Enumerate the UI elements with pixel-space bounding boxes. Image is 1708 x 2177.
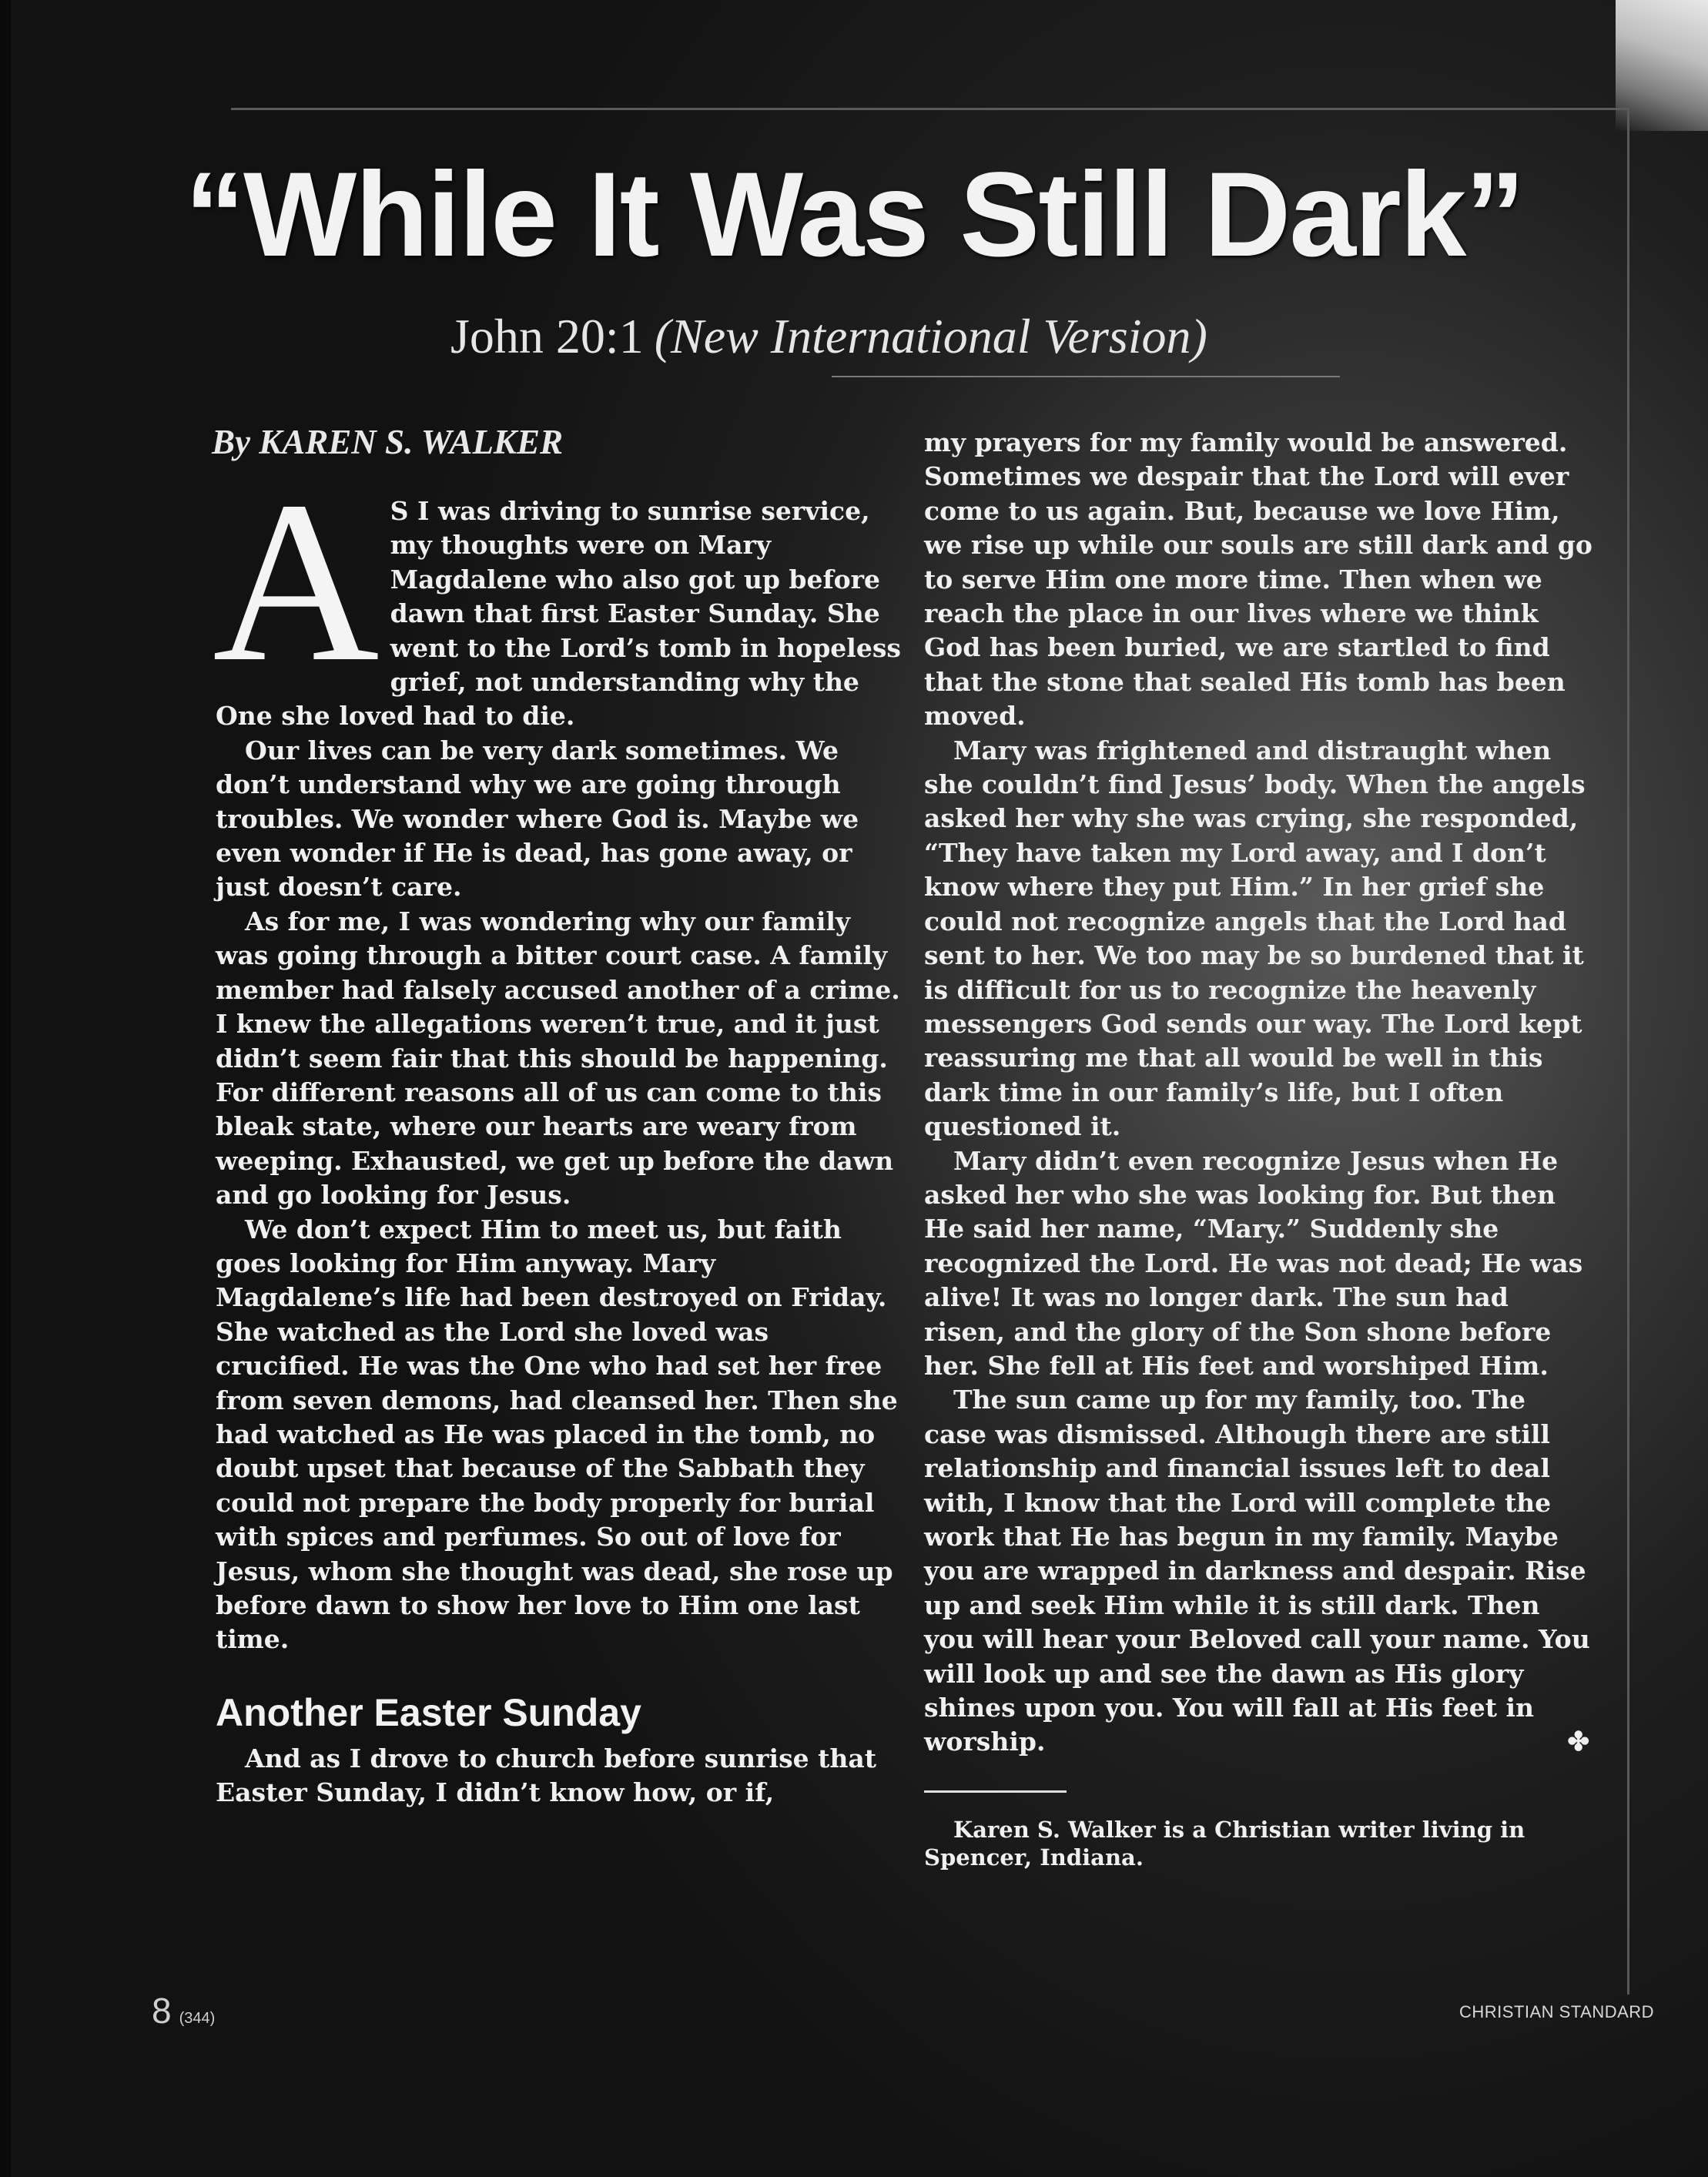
paragraph: And as I drove to church before sunrise that Easter Sunday, I didn’t know how, or if, [216,1743,877,1808]
bio-rule [924,1790,1067,1793]
drop-cap: A [213,454,380,709]
paragraph: We don’t expect Him to meet us, but faith goes looking for Him anyway. Mary Magdalene’s life had been destroyed on Friday. She watched as the Lord she loved was crucified. He was the One who had set her free from seven demons, had cleansed her. Then she had watched as He was placed in the tomb, no doubt upset that because of the Sabbath they could not prepare the body properly for burial with spices and perfumes. So out of love for Jesus, whom she thought was dead, she rose up before dawn to show her love to Him one last time. [216,1214,898,1655]
page-gutter [0,0,11,2177]
paragraph: Our lives can be very dark sometimes. We don’t understand why we are going through troubles. We wonder where God is. Maybe we even wonder if He is dead, has gone away, or just doesn’t care. [216,735,859,903]
paragraph: Mary was frightened and distraught when she couldn’t find Jesus’ body. When the angels asked her why she was crying, she responded, “They have taken my Lord away, and I don’t know where they put Him.” In her grief she could not recognize angels that the Lord had sent to her. We too may be so burdened that it is difficult for us to recognize the heavenly messengers God sends our way. The Lord kept reassuring me that all would be well in this dark time in our family’s life, but I often questioned it. [924,735,1586,1142]
paragraph-opening [213,454,901,734]
article-subtitle [450,308,1375,365]
paragraph-continued: my prayers for my family would be answered. Sometimes we despair that the Lord will ever come to us again. But, because we love Him, we rise up while our souls are still dark and go to serve Him one more time. Then when we reach the place in our lives where we think God has been buried, we are startled to find that the stone that sealed His tomb has been moved. [924,427,1592,732]
page-number: 8 [152,1991,172,2031]
paragraph: As for me, I was wondering why our family was going through a bitter court case. A family member had falsely accused another of a crime. I knew the allegations weren’t true, and it just didn’t seem fair that this should be happening. For different reasons all of us can come to this bleak state, where our hearts are weary from weeping. Exhausted, we get up before the dawn and go looking for Jesus. [216,906,900,1211]
byline: By KAREN S. WALKER [212,423,563,461]
column-right [924,426,1594,1871]
paragraph-final [924,1383,1594,1759]
author-bio: Karen S. Walker is a Christian writer living in Spencer, Indiana. [924,1816,1525,1871]
paragraph: Mary didn’t even recognize Jesus when He asked her who she was looking for. But then He said her name, “Mary.” Suddenly she recognized the Lord. He was not dead; He was alive! It was no longer dark. The sun had risen, and the glory of the Son shone before her. She fell at His feet and worshiped Him. [924,1145,1583,1381]
column-left [213,454,901,1810]
magazine-name: CHRISTIAN STANDARD [1459,2002,1655,2021]
end-mark-icon: ✤ [1567,1727,1589,1758]
article-title: “While It Was Still Dark” [185,148,1524,282]
paragraph-text: The sun came up for my family, too. The case was dismissed. Although there are still relationship and financial issues left to deal with, I know that the Lord will complete the work that He has begun in my family. Maybe you are wrapped in darkness and despair. Rise up and seek Him while it is still dark. Then you will hear your Beloved call your name. You will look up and see the dawn as His glory shines upon you. You will fall at His feet in worship. [924,1385,1590,1757]
subtitle-rule [832,376,1340,377]
bible-version: (New International Version) [654,309,1207,363]
frame-rule-right [1627,108,1629,1994]
paragraph-text: S I was driving to sunrise service, my thoughts were on Mary Magdalene who also got up before dawn that first Easter Sunday. She went to the Lord’s tomb in hopeless grief, not understanding why the One she loved had to die. [216,496,901,732]
page-folio [152,1990,215,2031]
scripture-reference: John 20:1 [450,309,644,363]
section-heading: Another Easter Sunday [216,1690,641,1734]
frame-rule-top [231,108,1629,110]
page-corner-highlight [1616,0,1708,131]
issue-number: (344) [179,2010,216,2027]
